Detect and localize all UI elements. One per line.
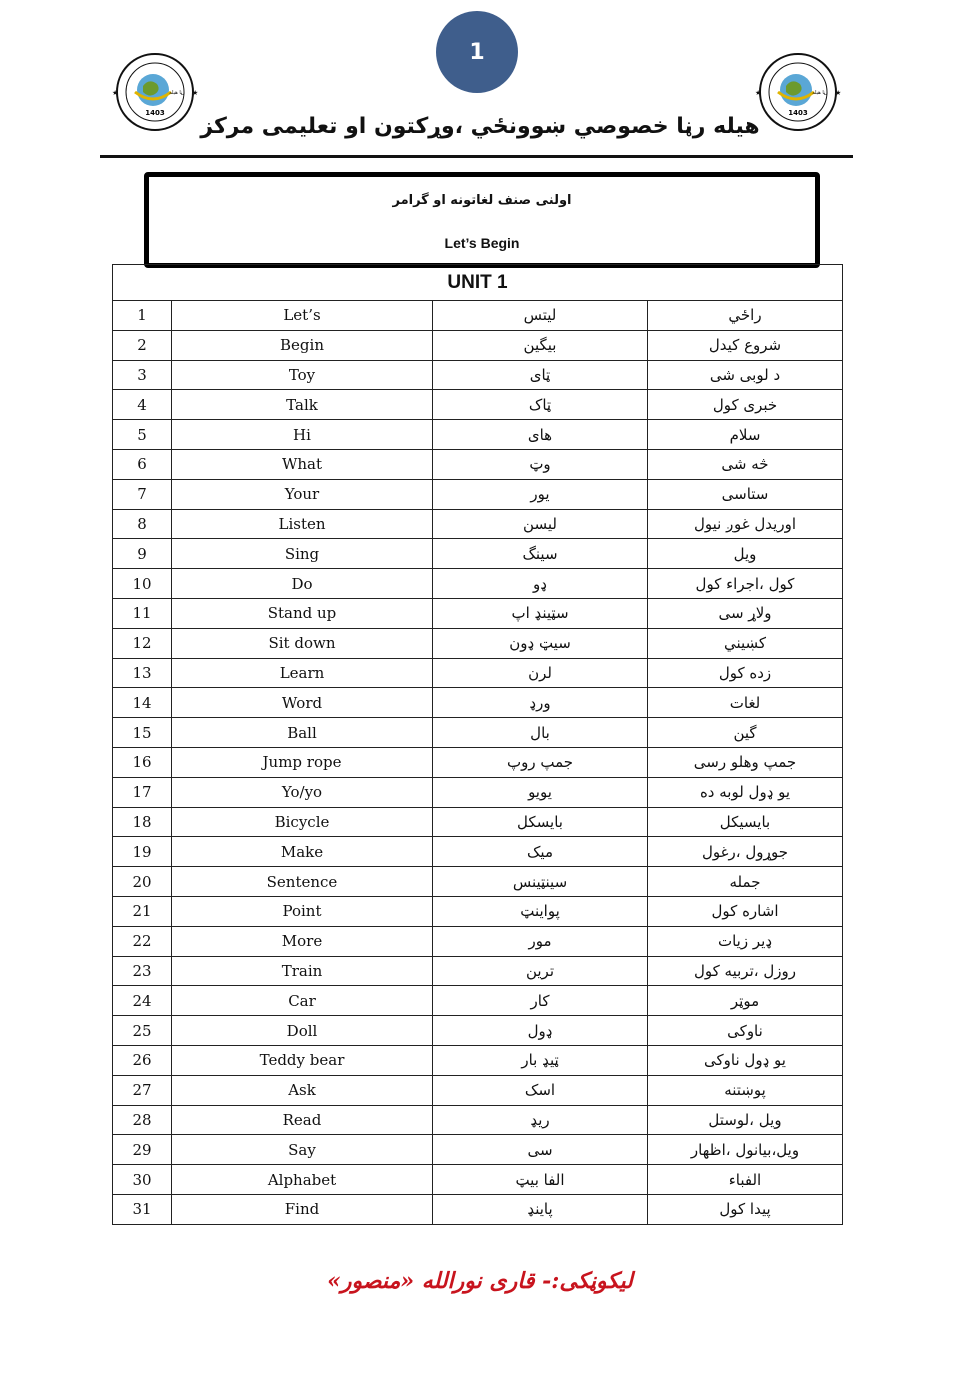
pashto-meaning: زده کول: [648, 658, 843, 688]
table-row: [113, 837, 843, 867]
table-row: [113, 449, 843, 479]
pronunciation: سیټ ډون: [433, 628, 648, 658]
pashto-meaning: د لوبی شی: [648, 360, 843, 390]
row-number: 8: [113, 509, 172, 539]
table-row: [113, 509, 843, 539]
row-number: 17: [113, 777, 172, 807]
pronunciation: الفا بیټ: [433, 1165, 648, 1195]
pashto-meaning: خبری کول: [648, 390, 843, 420]
table-row: [113, 807, 843, 837]
row-number: 2: [113, 330, 172, 360]
subject-title: اولنی صنف لغاتونه او گرامر: [392, 193, 572, 208]
pashto-meaning: جمپ وهلو رسی: [648, 747, 843, 777]
pronunciation: پواینټ: [433, 896, 648, 926]
pashto-meaning: اوریدل غوږ نیول: [648, 509, 843, 539]
table-row: [113, 1075, 843, 1105]
english-word: What: [172, 449, 433, 479]
subject-box: [144, 172, 820, 268]
pronunciation: یویو: [433, 777, 648, 807]
svg-text:★: ★: [755, 89, 762, 97]
school-logo-left: [105, 52, 205, 132]
table-row: [113, 390, 843, 420]
english-word: Sit down: [172, 628, 433, 658]
logo-center-text: رڼا هیله: [169, 90, 185, 96]
school-name-heading: هیله رڼا خصوصي ښوونځي ،وړکتون او تعلیمی مرکز: [200, 114, 760, 139]
pashto-meaning: لغات: [648, 688, 843, 718]
pronunciation: وټ: [433, 449, 648, 479]
row-number: 28: [113, 1105, 172, 1135]
row-number: 14: [113, 688, 172, 718]
pronunciation: ورډ: [433, 688, 648, 718]
row-number: 6: [113, 449, 172, 479]
pronunciation: ټای: [433, 360, 648, 390]
author-signature: لیکوڼکی:- قاری نورالله «منصور»: [327, 1268, 633, 1294]
row-number: 21: [113, 896, 172, 926]
pashto-meaning: کښیني: [648, 628, 843, 658]
pashto-meaning: الفباء: [648, 1165, 843, 1195]
pronunciation: لرن: [433, 658, 648, 688]
pronunciation: سینگ: [433, 539, 648, 569]
table-row: [113, 360, 843, 390]
table-row: [113, 1045, 843, 1075]
row-number: 31: [113, 1194, 172, 1224]
table-row: [113, 1135, 843, 1165]
pashto-meaning: بایسیکل: [648, 807, 843, 837]
pashto-meaning: ویل ،لوستل: [648, 1105, 843, 1135]
table-row: [113, 688, 843, 718]
table-row: [113, 658, 843, 688]
pronunciation: لیتس: [433, 301, 648, 331]
english-word: Car: [172, 986, 433, 1016]
row-number: 11: [113, 598, 172, 628]
table-row: [113, 1105, 843, 1135]
row-number: 4: [113, 390, 172, 420]
page-number-badge: 1: [436, 11, 518, 93]
english-word: Talk: [172, 390, 433, 420]
table-row: [113, 718, 843, 748]
pronunciation: کار: [433, 986, 648, 1016]
pashto-meaning: راځي: [648, 301, 843, 331]
pronunciation: بال: [433, 718, 648, 748]
row-number: 15: [113, 718, 172, 748]
table-row: [113, 569, 843, 599]
row-number: 19: [113, 837, 172, 867]
pashto-meaning: پوښتنه: [648, 1075, 843, 1105]
table-row: [113, 598, 843, 628]
row-number: 13: [113, 658, 172, 688]
pashto-meaning: ویل: [648, 539, 843, 569]
logo-year: 1403: [788, 109, 808, 117]
pashto-meaning: کول ،اجراء کول: [648, 569, 843, 599]
row-number: 18: [113, 807, 172, 837]
svg-text:★: ★: [835, 89, 842, 97]
logo-year: 1403: [145, 109, 165, 117]
table-row: [113, 1016, 843, 1046]
english-word: Hi: [172, 420, 433, 450]
english-word: Yo/yo: [172, 777, 433, 807]
english-word: Begin: [172, 330, 433, 360]
pashto-meaning: ډیر زیات: [648, 926, 843, 956]
pronunciation: جمپ روپ: [433, 747, 648, 777]
pashto-meaning: جوړول ،رغول: [648, 837, 843, 867]
pronunciation: لیسن: [433, 509, 648, 539]
header-divider: [100, 155, 853, 158]
row-number: 27: [113, 1075, 172, 1105]
english-word: Teddy bear: [172, 1045, 433, 1075]
pronunciation: سینټینس: [433, 867, 648, 897]
row-number: 3: [113, 360, 172, 390]
english-word: Your: [172, 479, 433, 509]
pronunciation: های: [433, 420, 648, 450]
vocabulary-rows: [113, 301, 843, 1225]
pronunciation: یور: [433, 479, 648, 509]
pashto-meaning: جمله: [648, 867, 843, 897]
pashto-meaning: گین: [648, 718, 843, 748]
table-row: [113, 479, 843, 509]
english-word: Jump rope: [172, 747, 433, 777]
pronunciation: بیگین: [433, 330, 648, 360]
english-word: Stand up: [172, 598, 433, 628]
pashto-meaning: سلام: [648, 420, 843, 450]
english-word: Toy: [172, 360, 433, 390]
pronunciation: اسک: [433, 1075, 648, 1105]
english-word: Say: [172, 1135, 433, 1165]
english-word: Doll: [172, 1016, 433, 1046]
table-row: [113, 628, 843, 658]
pronunciation: ټاک: [433, 390, 648, 420]
logo-center-text: رڼا هیله: [812, 90, 828, 96]
pronunciation: ریډ: [433, 1105, 648, 1135]
english-word: Let’s: [172, 301, 433, 331]
table-row: [113, 1194, 843, 1224]
pronunciation: مور: [433, 926, 648, 956]
pronunciation: ټیډ بار: [433, 1045, 648, 1075]
row-number: 7: [113, 479, 172, 509]
table-row: [113, 1165, 843, 1195]
row-number: 9: [113, 539, 172, 569]
english-word: Point: [172, 896, 433, 926]
table-row: [113, 867, 843, 897]
english-word: Ball: [172, 718, 433, 748]
pashto-meaning: ویل،بیانول ،اظهار: [648, 1135, 843, 1165]
row-number: 12: [113, 628, 172, 658]
unit-title: UNIT 1: [113, 265, 843, 301]
row-number: 5: [113, 420, 172, 450]
vocabulary-table: [112, 264, 843, 1225]
row-number: 16: [113, 747, 172, 777]
table-row: [113, 330, 843, 360]
subject-subtitle: Let’s Begin: [444, 235, 520, 251]
pashto-meaning: یو ډول ناوکی: [648, 1045, 843, 1075]
row-number: 23: [113, 956, 172, 986]
pashto-meaning: اشاره کول: [648, 896, 843, 926]
english-word: More: [172, 926, 433, 956]
english-word: Find: [172, 1194, 433, 1224]
pashto-meaning: ولاړ سی: [648, 598, 843, 628]
row-number: 1: [113, 301, 172, 331]
table-row: [113, 420, 843, 450]
pashto-meaning: ناوکی: [648, 1016, 843, 1046]
english-word: Sentence: [172, 867, 433, 897]
english-word: Bicycle: [172, 807, 433, 837]
pashto-meaning: یو ډول لوبه ده: [648, 777, 843, 807]
svg-text:★: ★: [192, 89, 199, 97]
row-number: 10: [113, 569, 172, 599]
row-number: 30: [113, 1165, 172, 1195]
pashto-meaning: روزل ،تربیه کول: [648, 956, 843, 986]
row-number: 26: [113, 1045, 172, 1075]
pashto-meaning: موټر: [648, 986, 843, 1016]
pronunciation: سټینډ اپ: [433, 598, 648, 628]
table-row: [113, 956, 843, 986]
school-logo-right: [748, 52, 848, 132]
english-word: Read: [172, 1105, 433, 1135]
pashto-meaning: ستاسی: [648, 479, 843, 509]
pronunciation: میک: [433, 837, 648, 867]
pashto-meaning: څه شی: [648, 449, 843, 479]
pronunciation: پاینډ: [433, 1194, 648, 1224]
table-row: [113, 777, 843, 807]
table-row: [113, 986, 843, 1016]
table-row: [113, 539, 843, 569]
english-word: Do: [172, 569, 433, 599]
table-row: [113, 301, 843, 331]
row-number: 29: [113, 1135, 172, 1165]
row-number: 24: [113, 986, 172, 1016]
row-number: 22: [113, 926, 172, 956]
english-word: Learn: [172, 658, 433, 688]
english-word: Listen: [172, 509, 433, 539]
english-word: Alphabet: [172, 1165, 433, 1195]
table-row: [113, 926, 843, 956]
english-word: Word: [172, 688, 433, 718]
svg-text:★: ★: [112, 89, 119, 97]
pronunciation: بایسکل: [433, 807, 648, 837]
table-row: [113, 896, 843, 926]
pronunciation: ډو: [433, 569, 648, 599]
english-word: Make: [172, 837, 433, 867]
row-number: 20: [113, 867, 172, 897]
pashto-meaning: پیدا کول: [648, 1194, 843, 1224]
english-word: Ask: [172, 1075, 433, 1105]
row-number: 25: [113, 1016, 172, 1046]
pronunciation: ترین: [433, 956, 648, 986]
english-word: Sing: [172, 539, 433, 569]
english-word: Train: [172, 956, 433, 986]
pronunciation: سی: [433, 1135, 648, 1165]
table-row: [113, 747, 843, 777]
pashto-meaning: شروع کیدل: [648, 330, 843, 360]
pronunciation: ډول: [433, 1016, 648, 1046]
